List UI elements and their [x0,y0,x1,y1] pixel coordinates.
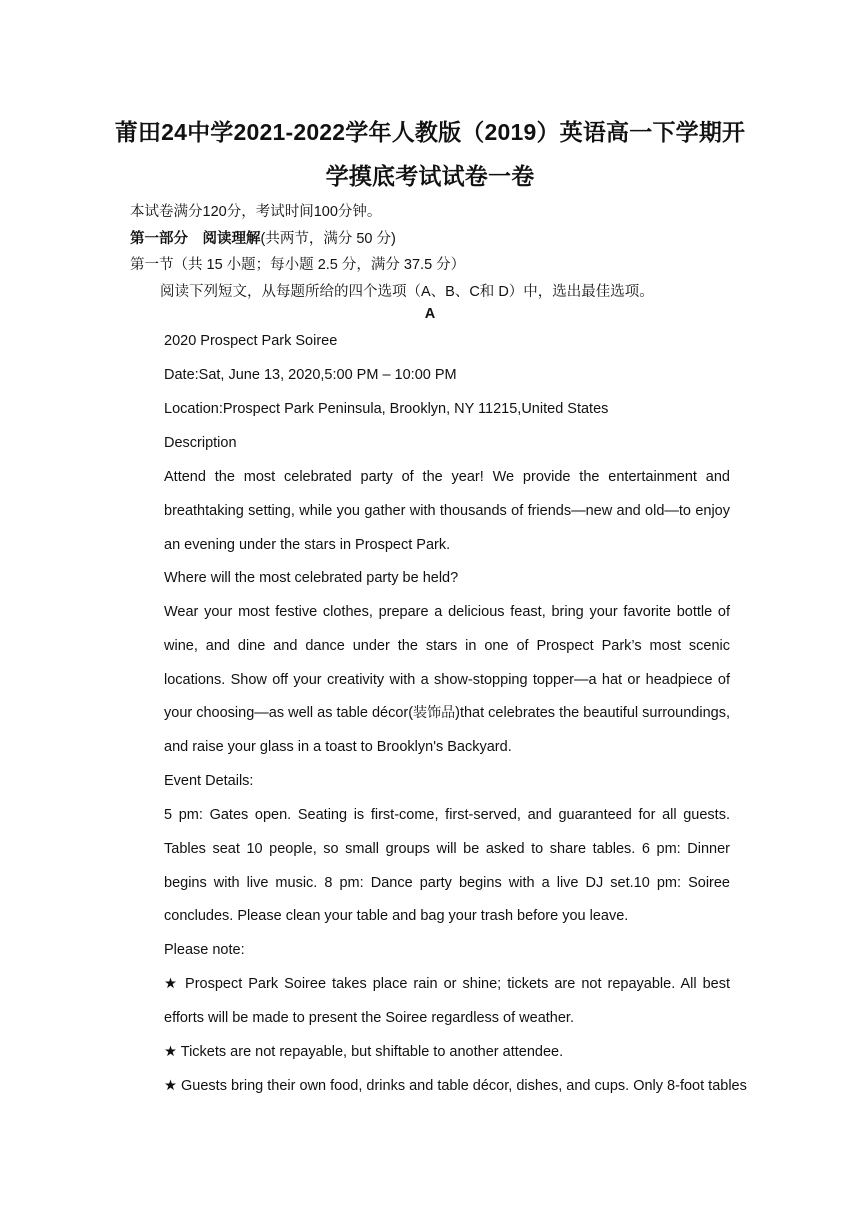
description-heading: Description [164,435,237,451]
part-note: (共两节，满分 50 分) [260,231,396,247]
description-paragraph [130,461,730,562]
event-title: 2020 Prospect Park Soiree [164,333,338,349]
description-body: Attend the most celebrated party of the year! We provide the entertainment and breathtaking setting, while you gather with thousands of friends—new and old—to enjoy an evening under the stars in Prospect Park. [164,469,730,553]
event-details-paragraph [130,799,730,934]
note-heading: Please note: [164,942,245,958]
document-title-line-2: 学摸底考试试卷一卷 [325,163,535,189]
note-item-3: ★ Guests bring their own food, drinks and table décor, dishes, and cups. Only 8-foot tables [164,1078,747,1094]
part-heading-line [130,227,396,248]
section-heading: 第一节（共 15 小题；每小题 2.5 分，满分 37.5 分） [130,257,466,273]
event-details-heading: Event Details: [164,773,254,789]
passage-label: A [424,306,436,322]
question-text: Where will the most celebrated party be held? [164,570,459,586]
part-heading: 第一部分 阅读理解 [130,231,261,247]
note-text-1: ★ Prospect Park Soiree takes place rain or shine; tickets are not repayable. All best efforts will be made to present the Soiree regardless of weather. [164,976,730,1026]
wear-paragraph [130,596,730,765]
wear-text-after: )that celebrates the beautiful surroundings, and raise your glass in a toast to Brooklyn's Backyard. [164,705,730,756]
instructions: 阅读下列短文，从每题所给的四个选项（A、B、C和 D）中，选出最佳选项。 [160,284,654,300]
note-item-2: ★ Tickets are not repayable, but shiftable to another attendee. [164,1044,564,1060]
document-title-line-1: 莆田24中学2021-2022学年人教版（2019）英语高一下学期开 [114,119,746,145]
note-item-1 [130,968,730,1036]
event-details-body: 5 pm: Gates open. Seating is first-come, first-served, and guaranteed for all guests. Tables seat 10 people, so small groups will be asked to share tables. 6 pm: Dinner begins with live music. 8 pm: Dance party begins with a live DJ set.10 pm: Soiree concludes. Please clean your table and bag your trash before you leave. [164,807,730,925]
wear-body [130,596,730,765]
exam-info: 本试卷满分120分，考试时间100分钟。 [130,204,382,220]
wear-gloss: 装饰品 [413,705,456,722]
event-location: Location:Prospect Park Peninsula, Brooklyn, NY 11215,United States [164,401,609,417]
wear-text-before: Wear your most festive clothes, prepare a delicious feast, bring your favorite bottle of wine, and dine and dance under the stars in one of Prospect Park’s most scenic locations. Show off your creativity with a show-stopping topper—a hat or headpiece of your choosing—as well as table décor( [164,604,730,722]
event-date: Date:Sat, June 13, 2020,5:00 PM – 10:00 PM [164,367,457,383]
